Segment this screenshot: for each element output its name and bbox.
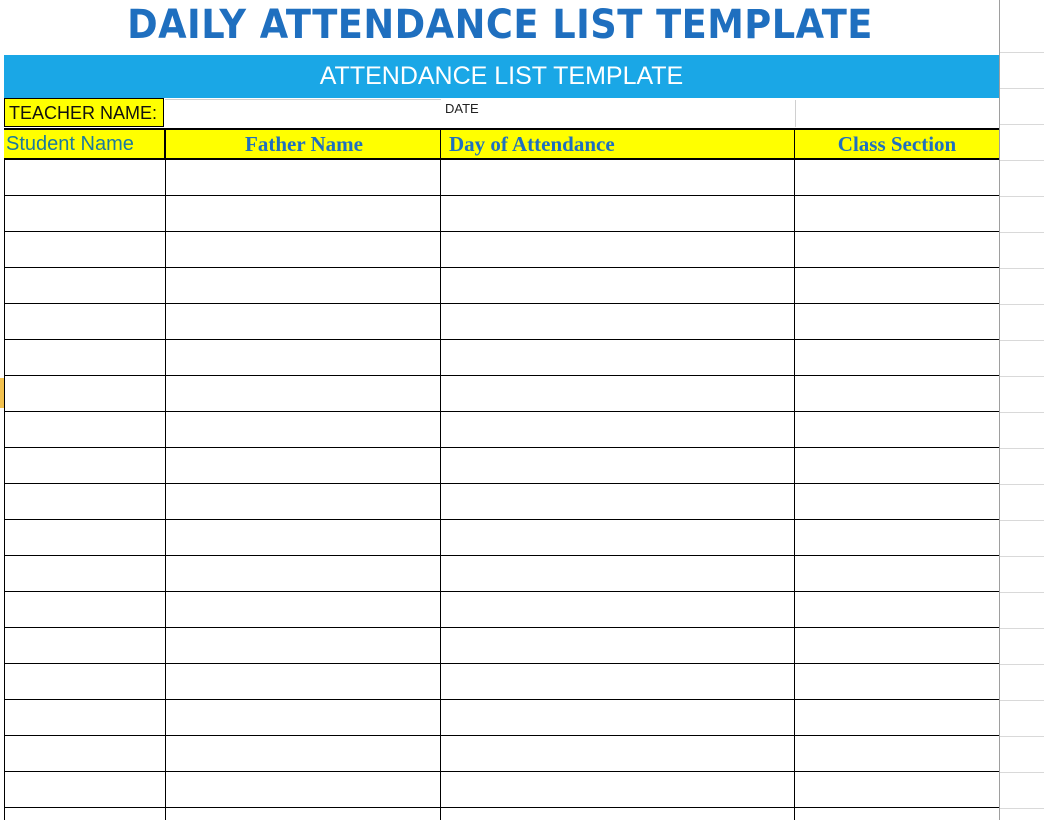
day-of-attendance-cell[interactable]: [441, 592, 794, 627]
father-name-cell[interactable]: [166, 664, 440, 699]
father-name-cell[interactable]: [166, 340, 440, 375]
grid-line: [1000, 268, 1044, 269]
table-row: [4, 736, 999, 772]
grid-line: [1000, 412, 1044, 413]
student-name-cell[interactable]: [4, 664, 165, 699]
day-of-attendance-cell[interactable]: [441, 772, 794, 807]
day-of-attendance-cell[interactable]: [441, 556, 794, 591]
grid-line: [1000, 52, 1044, 53]
day-of-attendance-cell[interactable]: [441, 628, 794, 663]
day-of-attendance-cell[interactable]: [441, 736, 794, 771]
class-section-cell[interactable]: [795, 448, 999, 483]
grid-line: [1000, 520, 1044, 521]
father-name-cell[interactable]: [166, 736, 440, 771]
grid-line: [1000, 232, 1044, 233]
student-name-cell[interactable]: [4, 592, 165, 627]
banner-title: ATTENDANCE LIST TEMPLATE: [4, 55, 999, 98]
header-student-name[interactable]: Student Name: [6, 133, 134, 155]
day-of-attendance-cell[interactable]: [441, 700, 794, 735]
student-name-cell[interactable]: [4, 772, 165, 807]
father-name-cell[interactable]: [166, 160, 440, 195]
student-name-cell[interactable]: [4, 160, 165, 195]
student-name-cell[interactable]: [4, 700, 165, 735]
grid-line: [1000, 592, 1044, 593]
father-name-cell[interactable]: [166, 556, 440, 591]
table-row: [4, 664, 999, 700]
father-name-cell[interactable]: [166, 304, 440, 339]
class-section-cell[interactable]: [795, 196, 999, 231]
date-cell-divider: [795, 100, 796, 127]
class-section-cell[interactable]: [795, 556, 999, 591]
father-name-cell[interactable]: [166, 592, 440, 627]
student-name-cell[interactable]: [4, 268, 165, 303]
header-day-of-attendance[interactable]: Day of Attendance: [449, 132, 615, 156]
header-father-name[interactable]: Father Name: [245, 132, 363, 156]
table-row: [4, 304, 999, 340]
table-row: [4, 376, 999, 412]
grid-line: [1000, 304, 1044, 305]
grid-line: [1000, 664, 1044, 665]
day-of-attendance-cell[interactable]: [441, 304, 794, 339]
class-section-cell[interactable]: [795, 304, 999, 339]
student-name-cell[interactable]: [4, 340, 165, 375]
day-of-attendance-cell[interactable]: [441, 268, 794, 303]
class-section-cell[interactable]: [795, 736, 999, 771]
day-of-attendance-cell[interactable]: [441, 160, 794, 195]
student-name-cell[interactable]: [4, 196, 165, 231]
grid-line: [1000, 88, 1044, 89]
grid-line: [1000, 700, 1044, 701]
grid-line: [1000, 736, 1044, 737]
date-label: DATE: [445, 101, 479, 116]
class-section-cell[interactable]: [795, 664, 999, 699]
header-class-section[interactable]: Class Section: [837, 132, 957, 156]
day-of-attendance-cell[interactable]: [441, 448, 794, 483]
column-divider: [794, 160, 795, 820]
table-row: [4, 700, 999, 736]
table-row: [4, 340, 999, 376]
table-row: [4, 556, 999, 592]
table-row: [4, 772, 999, 808]
table-row: [4, 196, 999, 232]
class-section-cell[interactable]: [795, 232, 999, 267]
class-section-cell[interactable]: [795, 628, 999, 663]
class-section-cell[interactable]: [795, 772, 999, 807]
header-divider: [440, 130, 441, 158]
page-title: DAILY ATTENDANCE LIST TEMPLATE: [127, 2, 873, 48]
grid-line: [1000, 556, 1044, 557]
father-name-cell[interactable]: [166, 412, 440, 447]
father-name-cell[interactable]: [166, 448, 440, 483]
day-of-attendance-cell[interactable]: [441, 340, 794, 375]
table-row: [4, 268, 999, 304]
class-section-cell[interactable]: [795, 160, 999, 195]
class-section-cell[interactable]: [795, 376, 999, 411]
student-name-cell[interactable]: [4, 736, 165, 771]
grid-line: [1000, 484, 1044, 485]
day-of-attendance-cell[interactable]: [441, 196, 794, 231]
student-name-cell[interactable]: [4, 448, 165, 483]
attendance-table-body: [4, 160, 999, 820]
father-name-cell[interactable]: [166, 520, 440, 555]
grid-line: [1000, 628, 1044, 629]
father-name-cell[interactable]: [166, 484, 440, 519]
column-divider: [4, 160, 5, 820]
student-name-cell[interactable]: [4, 484, 165, 519]
father-name-cell[interactable]: [166, 268, 440, 303]
father-name-cell[interactable]: [166, 376, 440, 411]
grid-line: [1000, 808, 1044, 809]
table-row: [4, 628, 999, 664]
father-name-cell[interactable]: [166, 772, 440, 807]
class-section-cell[interactable]: [795, 520, 999, 555]
father-name-cell[interactable]: [166, 232, 440, 267]
grid-line: [1000, 196, 1044, 197]
day-of-attendance-cell[interactable]: [441, 412, 794, 447]
day-of-attendance-cell[interactable]: [441, 664, 794, 699]
student-name-cell[interactable]: [4, 232, 165, 267]
father-name-cell[interactable]: [166, 196, 440, 231]
table-row: [4, 484, 999, 520]
grid-line: [1000, 160, 1044, 161]
table-row: [4, 232, 999, 268]
class-section-cell[interactable]: [795, 484, 999, 519]
teacher-name-label: TEACHER NAME:: [4, 98, 164, 127]
column-divider: [165, 160, 166, 820]
teacher-name-cell[interactable]: [165, 99, 441, 128]
sheet-column-border: [999, 0, 1000, 820]
student-name-cell[interactable]: [4, 412, 165, 447]
grid-line: [1000, 124, 1044, 125]
day-of-attendance-cell[interactable]: [441, 484, 794, 519]
table-row: [4, 412, 999, 448]
table-row: [4, 520, 999, 556]
father-name-cell[interactable]: [166, 700, 440, 735]
student-name-cell[interactable]: [4, 304, 165, 339]
student-name-cell[interactable]: [4, 376, 165, 411]
grid-line: [1000, 772, 1044, 773]
class-section-cell[interactable]: [795, 412, 999, 447]
father-name-cell[interactable]: [166, 628, 440, 663]
student-name-cell[interactable]: [4, 520, 165, 555]
table-row: [4, 160, 999, 196]
grid-line: [1000, 340, 1044, 341]
table-row: [4, 592, 999, 628]
day-of-attendance-cell[interactable]: [441, 232, 794, 267]
table-row: [4, 448, 999, 484]
class-section-cell[interactable]: [795, 268, 999, 303]
class-section-cell[interactable]: [795, 340, 999, 375]
grid-line: [1000, 376, 1044, 377]
student-name-cell[interactable]: [4, 556, 165, 591]
grid-line: [1000, 448, 1044, 449]
class-section-cell[interactable]: [795, 700, 999, 735]
student-name-cell[interactable]: [4, 628, 165, 663]
class-section-cell[interactable]: [795, 592, 999, 627]
column-divider: [440, 160, 441, 820]
day-of-attendance-cell[interactable]: [441, 520, 794, 555]
column-header-row: [4, 128, 999, 160]
day-of-attendance-cell[interactable]: [441, 376, 794, 411]
